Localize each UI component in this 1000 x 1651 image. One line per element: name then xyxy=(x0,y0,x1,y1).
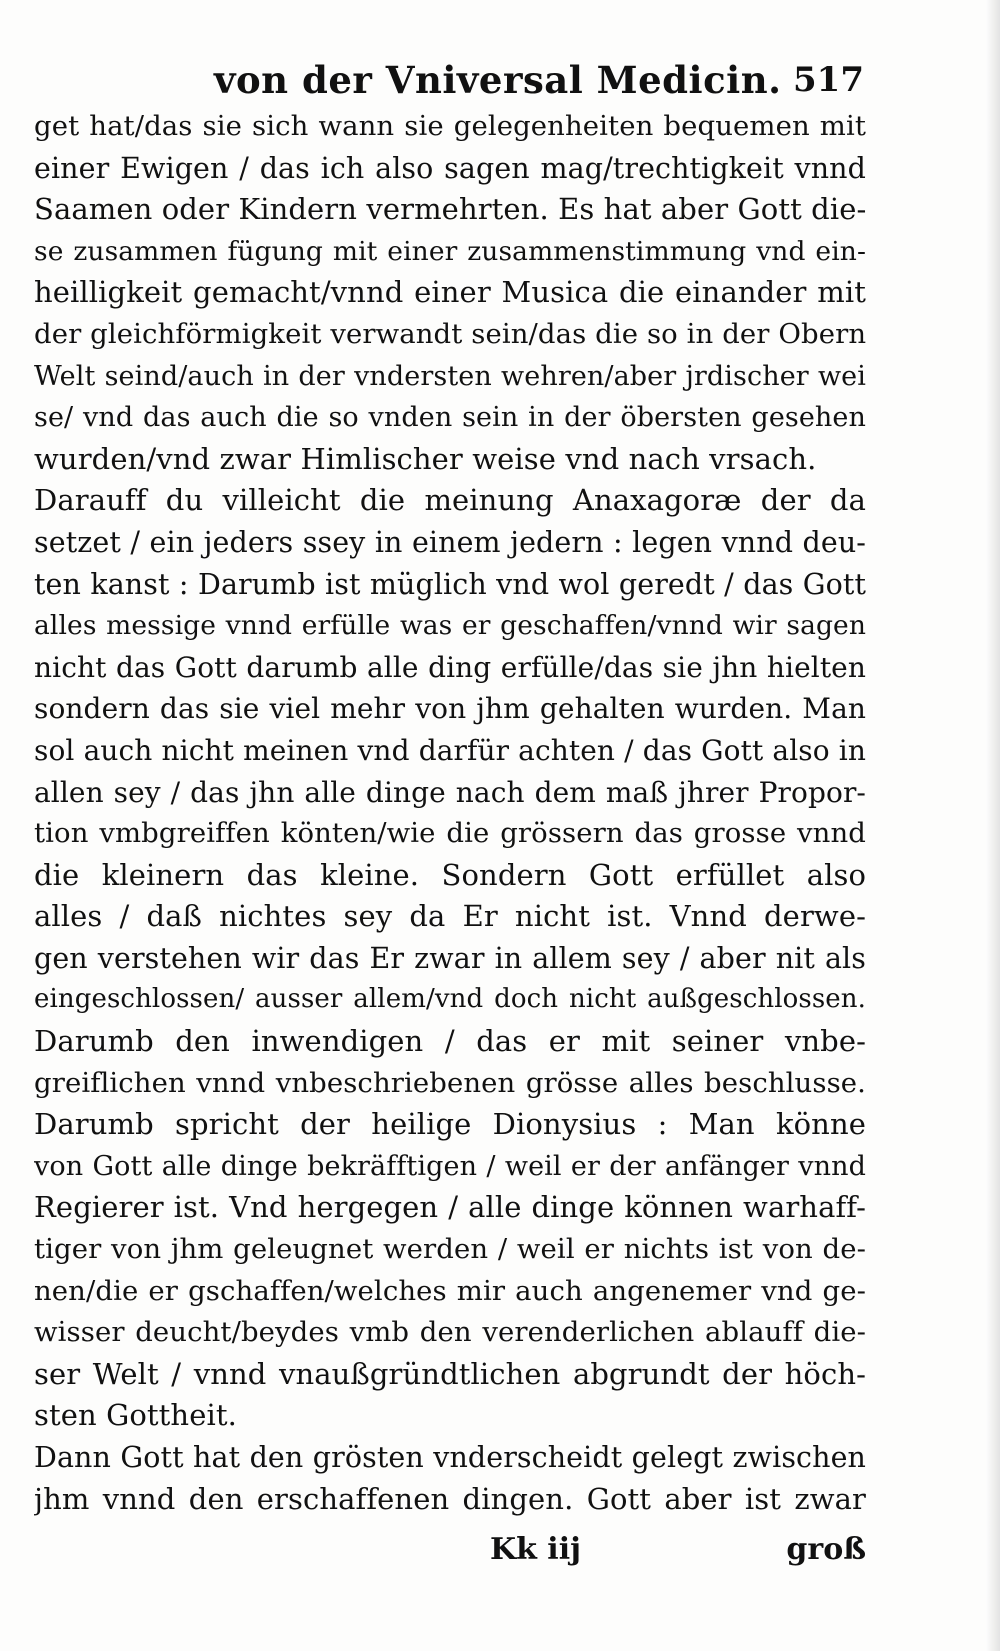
page-number: 517 xyxy=(793,60,864,100)
text-line: setzet / ein jeders ssey in einem jedern : legen vnnd deu- xyxy=(34,525,866,559)
page-footer xyxy=(34,1532,866,1576)
text-line: einer Ewigen / das ich also sagen mag/trechtigkeit vnnd xyxy=(34,151,866,185)
text-line: gen verstehen wir das Er zwar in allem sey / aber nit als xyxy=(34,941,866,975)
text-line: Dann Gott hat den grösten vnderscheidt gelegt zwischen xyxy=(34,1441,866,1474)
text-line: sol auch nicht meinen vnd darfür achten / das Gott also in xyxy=(34,733,866,767)
text-line: Saamen oder Kindern vermehrten. Es hat aber Gott die- xyxy=(34,192,866,227)
text-line: von Gott alle dinge bekräfftigen / weil er der anfänger vnnd xyxy=(34,1150,866,1182)
text-line: eingeschlossen/ ausser allem/vnd doch nicht außgeschlossen. xyxy=(34,984,866,1015)
text-line: se/ vnd das auch die so vnden sein in der öbersten gesehen xyxy=(34,402,866,434)
text-line: sondern das sie viel mehr von jhm gehalten wurden. Man xyxy=(34,692,866,726)
text-line: Darumb den inwendigen / das er mit seiner vnbe- xyxy=(34,1024,866,1059)
text-line: die kleinern das kleine. Sondern Gott erfüllet also xyxy=(34,857,866,892)
text-line: heilligkeit gemacht/vnnd einer Musica die einander mit xyxy=(34,275,866,310)
body-text xyxy=(34,106,866,1520)
catchword: groß xyxy=(786,1532,866,1567)
text-line: Welt seind/auch in der vndersten wehren/aber jrdischer wei xyxy=(34,360,866,392)
text-line: Darauff du villeicht die meinung Anaxagoræ der da xyxy=(34,483,866,518)
text-line: alles messige vnnd erfülle was er geschaffen/vnnd wir sagen xyxy=(34,610,866,642)
text-line: tion vmbgreiffen könten/wie die grössern das grosse vnnd xyxy=(34,817,866,850)
text-line: wurden/vnd zwar Himlischer weise vnd nach vrsach. xyxy=(34,441,817,476)
text-line: nicht das Gott darumb alle ding erfülle/das sie jhn hielten xyxy=(34,650,866,684)
text-line: wisser deucht/beydes vmb den verenderlichen ablauff die- xyxy=(34,1316,866,1349)
text-line: se zusammen fügung mit einer zusammenstimmung vnd ein- xyxy=(34,235,866,267)
text-line: ser Welt / vnnd vnaußgründtlichen abgrundt der höch- xyxy=(34,1356,866,1391)
page-header xyxy=(34,58,864,102)
text-line: greiflichen vnnd vnbeschriebenen grösse alles beschlusse. xyxy=(34,1066,866,1099)
signature-mark: Kk iij xyxy=(490,1532,581,1567)
text-line: get hat/das sie sich wann sie gelegenheiten bequemen mit xyxy=(34,110,866,142)
page-edge-shadow xyxy=(986,0,1000,1651)
text-line: ten kanst : Darumb ist müglich vnd wol geredt / das Gott xyxy=(34,567,866,601)
text-line: Regierer ist. Vnd hergegen / alle dinge können warhaff- xyxy=(34,1190,866,1225)
text-line: tiger von jhm geleugnet werden / weil er nichts ist von de- xyxy=(34,1233,866,1266)
text-line: allen sey / das jhn alle dinge nach dem maß jhrer Propor- xyxy=(34,775,866,809)
text-line: jhm vnnd den erschaffenen dingen. Gott aber ist zwar xyxy=(34,1481,866,1516)
running-title: von der Vniversal Medicin. xyxy=(214,58,782,102)
text-line: der gleichförmigkeit verwandt sein/das die so in der Obern xyxy=(34,317,866,350)
text-line: sten Gottheit. xyxy=(34,1398,237,1433)
text-line: alles / daß nichtes sey da Er nicht ist. Vnnd derwe- xyxy=(34,899,866,934)
text-line: Darumb spricht der heilige Dionysius : Man könne xyxy=(34,1107,866,1142)
text-line: nen/die er gschaffen/welches mir auch angenemer vnd ge- xyxy=(34,1274,866,1307)
